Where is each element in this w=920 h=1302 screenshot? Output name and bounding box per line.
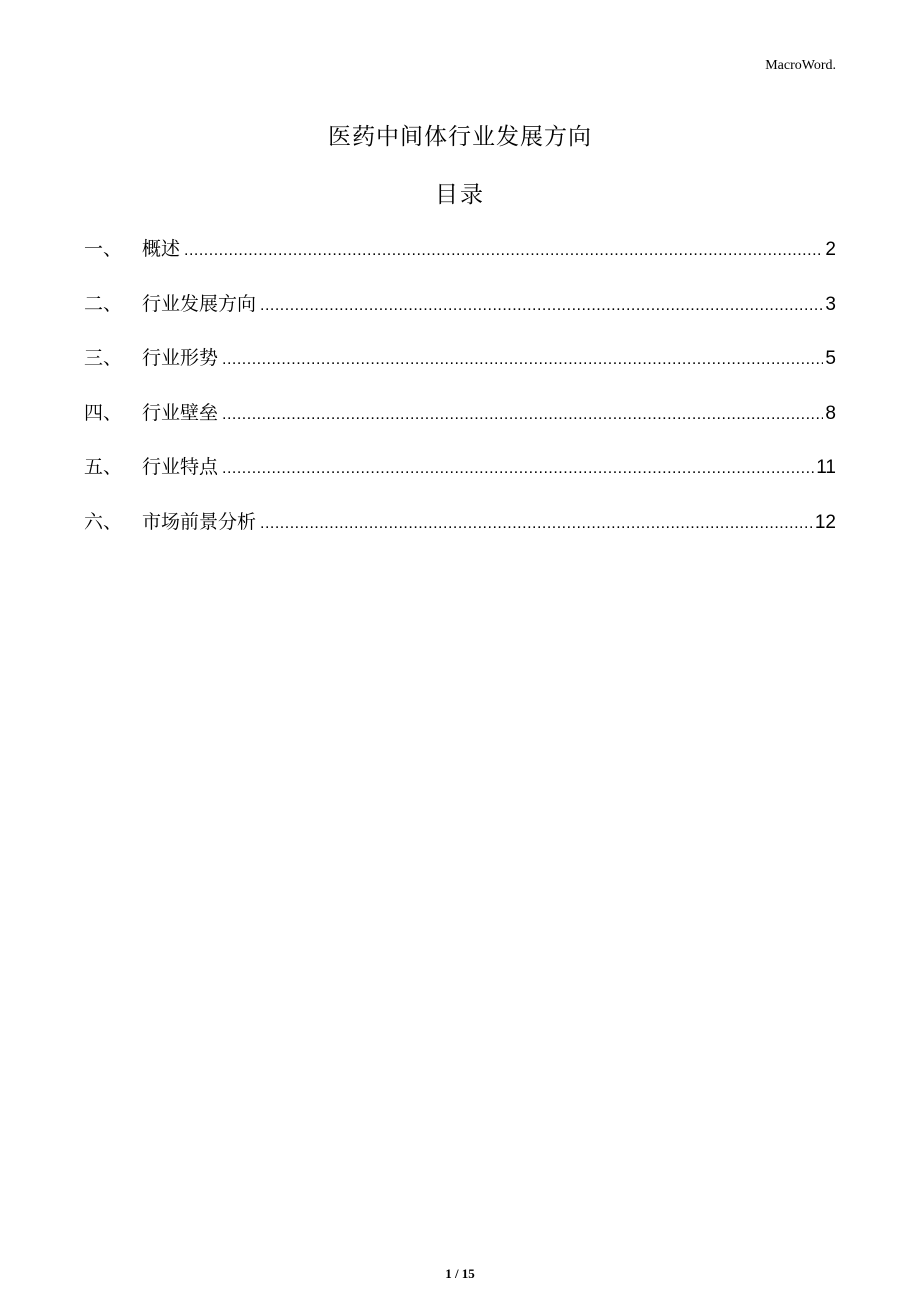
toc-dot-leader bbox=[260, 297, 823, 315]
toc-dot-leader bbox=[222, 406, 823, 424]
header-brand: MacroWord. bbox=[765, 58, 836, 73]
toc-entry-label: 行业壁垒 bbox=[142, 401, 219, 424]
toc-entry-number: 三、 bbox=[84, 347, 123, 370]
toc-dot-leader bbox=[260, 515, 813, 533]
toc-entry-page: 12 bbox=[814, 511, 836, 533]
toc-entry-overview[interactable] bbox=[84, 234, 836, 289]
toc-entry-development-direction[interactable] bbox=[84, 289, 836, 344]
toc-entry-number: 一、 bbox=[84, 238, 123, 260]
toc-heading: 目录 bbox=[435, 182, 485, 208]
toc-dot-leader bbox=[222, 460, 814, 478]
toc-entry-market-outlook[interactable] bbox=[84, 507, 836, 562]
toc-entry-number: 四、 bbox=[84, 401, 123, 424]
toc-entry-label: 概述 bbox=[142, 238, 181, 260]
toc-entry-number: 六、 bbox=[84, 510, 123, 533]
toc-entry-page: 3 bbox=[825, 293, 836, 315]
page-number-footer: 1 / 15 bbox=[445, 1266, 475, 1281]
toc-entry-label: 市场前景分析 bbox=[142, 510, 257, 533]
toc-entry-label: 行业形势 bbox=[142, 347, 219, 370]
toc-dot-leader bbox=[222, 351, 823, 369]
toc-entry-page: 8 bbox=[825, 402, 836, 424]
toc-entry-page: 2 bbox=[825, 239, 836, 260]
toc-entry-page: 11 bbox=[816, 457, 836, 479]
toc-entry-industry-situation[interactable] bbox=[84, 343, 836, 398]
toc-entry-page: 5 bbox=[825, 348, 836, 370]
toc-entry-industry-characteristics[interactable] bbox=[84, 452, 836, 507]
toc-entry-number: 二、 bbox=[84, 292, 123, 315]
toc-entry-label: 行业发展方向 bbox=[142, 292, 257, 315]
document-title: 医药中间体行业发展方向 bbox=[328, 124, 592, 150]
toc-entry-label: 行业特点 bbox=[142, 456, 219, 479]
toc-entry-number: 五、 bbox=[84, 456, 123, 479]
table-of-contents bbox=[84, 234, 836, 562]
toc-entry-industry-barriers[interactable] bbox=[84, 398, 836, 453]
toc-dot-leader bbox=[184, 242, 823, 260]
